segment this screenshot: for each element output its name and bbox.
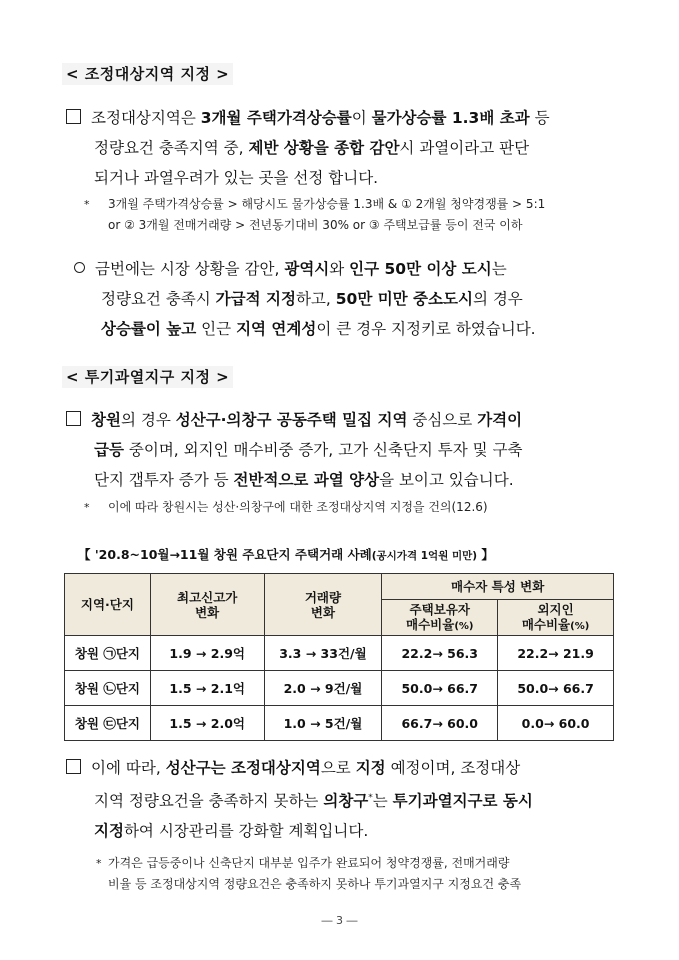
paragraph-adjustment-criteria: 조정대상지역은 3개월 주택가격상승률이 물가상승률 1.3배 초과 등 정량요건 충족지역 중, 제반 상황을 종합 감안시 과열이라고 판단 되거나 과열우려가 있는 곳을 선정 합니다. (66, 103, 626, 193)
circle-bullet-icon (74, 262, 85, 273)
section-title-adjustment-area: < 조정대상지역 지정 > (62, 63, 233, 85)
header-region: 지역·단지 (65, 574, 151, 636)
square-bullet-icon (66, 759, 81, 774)
header-volume: 거래량 변화 (264, 574, 382, 636)
table-row: 창원 ㉡단지 1.5 → 2.1억 2.0 → 9건/월 50.0→ 66.7 50.0→ 66.7 (65, 671, 614, 706)
square-bullet-icon (66, 109, 81, 124)
table-row: 창원 ㉢단지 1.5 → 2.0억 1.0 → 5건/월 66.7→ 60.0 0.0→ 60.0 (65, 706, 614, 741)
header-owner-ratio: 주택보유자 매수비율(%) (382, 600, 498, 636)
table-caption: 【 '20.8~10월→11월 창원 주요단지 주택거래 사례(공시가격 1억원 미만) 】 (78, 547, 494, 562)
section-title-speculative-zone: < 투기과열지구 지정 > (62, 366, 233, 388)
square-bullet-icon (66, 411, 81, 426)
footnote-uichang: * 가격은 급등중이나 신축단지 대부분 입주가 완료되어 청약경쟁률, 전매거래량 비율 등 조정대상지역 정량요건은 충족하지 못하나 투기과열지구 지정요건 충족 (108, 853, 628, 895)
footnote-quantitative-criteria: * 3개월 주택가격상승률 > 해당시도 물가상승률 1.3배 & ① 2개월 청약경쟁률 > 5:1 or ② 3개월 전매거래량 > 전년동기대비 30% or ③ 주택보급률 등이 전국 이하 (96, 194, 626, 236)
paragraph-designation-policy: 금번에는 시장 상황을 감안, 광역시와 인구 50만 이상 도시는 정량요건 충족시 가급적 지정하고, 50만 미만 중소도시의 경우 상승률이 높고 인근 지역 연계성이 큰 경우 지정키로 하였습니다. (74, 254, 634, 344)
footnote-changwon-request: * 이에 따라 창원시는 성산·의창구에 대한 조정대상지역 지정을 건의(12.6) (96, 497, 626, 518)
header-outsider-ratio: 외지인 매수비율(%) (498, 600, 614, 636)
paragraph-changwon-situation: 창원의 경우 성산구·의창구 공동주택 밀집 지역 중심으로 가격이 급등 중이며, 외지인 매수비중 증가, 고가 신축단지 투자 및 구축 단지 갭투자 증가 등 전반적으로 과열 양상을 보이고 있습니다. (66, 405, 626, 495)
asterisk-icon: * (84, 198, 90, 211)
page-number: ― 3 ― (321, 914, 358, 927)
asterisk-icon: * (84, 501, 90, 514)
transaction-table (64, 573, 614, 741)
paragraph-designation-plan: 이에 따라, 성산구는 조정대상지역으로 지정 예정이며, 조정대상 지역 정량요건을 충족하지 못하는 의창구*는 투기과열지구로 동시 지정하여 시장관리를 강화할 계획입니다. (66, 753, 626, 846)
table-row: 창원 ㉠단지 1.9 → 2.9억 3.3 → 33건/월 22.2→ 56.3 22.2→ 21.9 (65, 636, 614, 671)
asterisk-icon: * (96, 857, 102, 870)
header-price: 최고신고가 변화 (150, 574, 264, 636)
header-buyer-change: 매수자 특성 변화 (382, 574, 614, 600)
